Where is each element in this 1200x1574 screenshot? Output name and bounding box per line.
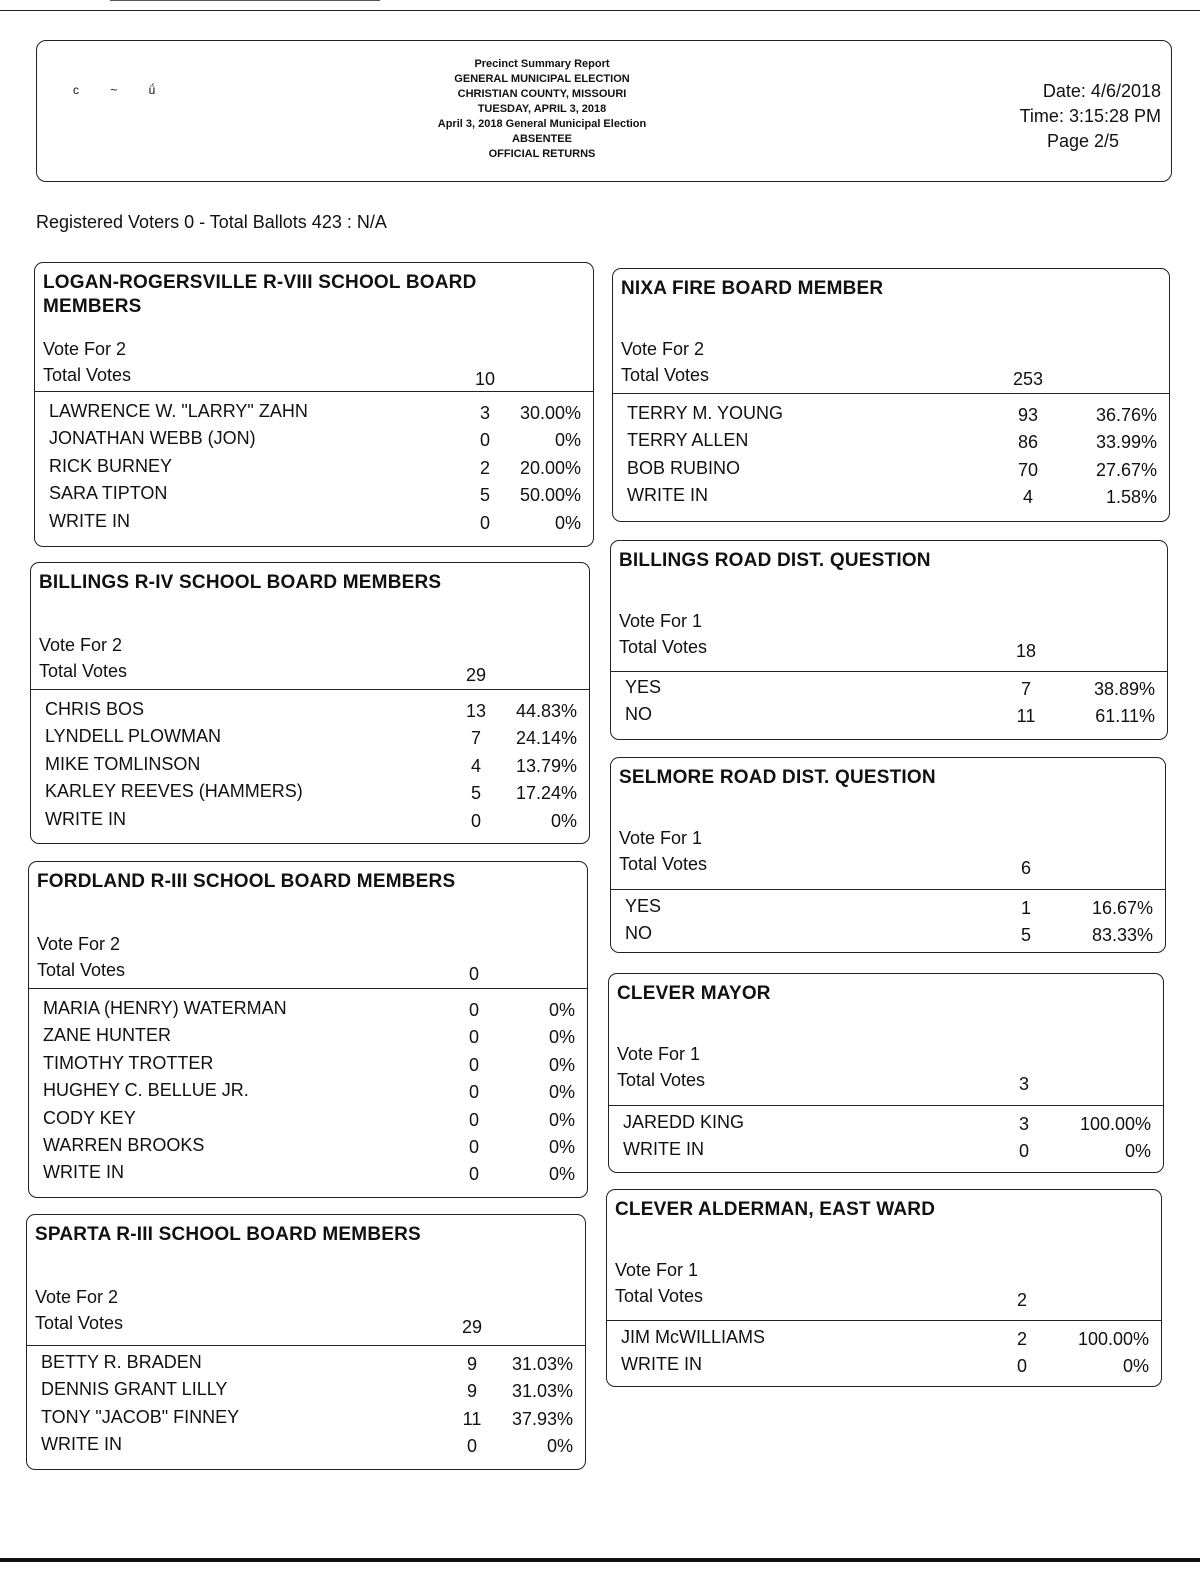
candidate-row bbox=[31, 754, 589, 781]
race-box-fordland-r-iii bbox=[28, 861, 588, 1198]
candidate-percent: 0% bbox=[550, 810, 577, 831]
bottom-rule bbox=[0, 1558, 1200, 1562]
candidate-name: WRITE IN bbox=[43, 1162, 124, 1183]
election-description: April 3, 2018 General Municipal Election bbox=[437, 118, 647, 130]
candidate-row bbox=[27, 1434, 585, 1461]
candidate-votes: 13 bbox=[465, 701, 487, 721]
vote-for-label: Vote For 2 bbox=[43, 339, 127, 359]
registered-voters-line: Registered Voters 0 - Total Ballots 423 : N/A bbox=[36, 212, 387, 232]
candidate-row bbox=[31, 726, 589, 753]
race-box-selmore-road bbox=[610, 757, 1166, 953]
report-date: Date: 4/6/2018 bbox=[1042, 81, 1161, 101]
total-votes-value: 3 bbox=[1018, 1074, 1029, 1094]
candidate-percent: 0% bbox=[548, 1109, 575, 1130]
candidate-votes: 0 bbox=[468, 1164, 479, 1185]
candidate-votes: 0 bbox=[468, 1000, 479, 1020]
header-marks: c ~ ǘ bbox=[73, 83, 170, 97]
candidate-name: WRITE IN bbox=[45, 808, 126, 829]
race-box-clever-alderman bbox=[606, 1189, 1162, 1387]
candidate-name: TERRY M. YOUNG bbox=[627, 403, 784, 423]
race-title: CLEVER ALDERMAN, EAST WARD bbox=[615, 1199, 936, 1220]
candidate-percent: 38.89% bbox=[1093, 679, 1155, 699]
candidate-percent: 0% bbox=[554, 430, 581, 451]
candidate-percent: 0% bbox=[548, 1000, 575, 1020]
top-rule bbox=[0, 10, 1200, 11]
total-votes-value: 29 bbox=[461, 1317, 483, 1337]
total-votes-value: 10 bbox=[474, 369, 496, 389]
candidate-name: YES bbox=[625, 896, 662, 916]
candidate-votes: 70 bbox=[1017, 459, 1039, 480]
report-header bbox=[36, 40, 1172, 182]
report-title-block bbox=[377, 57, 707, 162]
candidate-name: TERRY ALLEN bbox=[627, 430, 749, 451]
candidate-name: JIM McWILLIAMS bbox=[621, 1327, 766, 1347]
candidate-votes: 0 bbox=[468, 1054, 479, 1075]
header-separator bbox=[27, 1345, 585, 1346]
report-title: Precinct Summary Report bbox=[474, 58, 610, 70]
candidate-votes: 0 bbox=[466, 1436, 477, 1457]
candidate-percent: 0% bbox=[1124, 1141, 1151, 1162]
candidate-votes: 2 bbox=[479, 457, 490, 478]
candidate-votes: 0 bbox=[468, 1027, 479, 1048]
candidate-percent: 27.67% bbox=[1095, 459, 1157, 480]
race-title: SELMORE ROAD DIST. QUESTION bbox=[619, 767, 936, 788]
header-separator bbox=[609, 1105, 1163, 1106]
page-number: Page 2/5 bbox=[1046, 131, 1119, 151]
candidate-row bbox=[35, 483, 593, 510]
candidate-percent: 0% bbox=[546, 1436, 573, 1457]
total-votes-label: Total Votes bbox=[615, 1286, 704, 1306]
election-name: GENERAL MUNICIPAL ELECTION bbox=[454, 73, 630, 85]
vote-for-label: Vote For 2 bbox=[621, 339, 705, 359]
total-votes-label: Total Votes bbox=[35, 1313, 124, 1333]
candidate-row bbox=[31, 809, 589, 836]
candidate-votes: 0 bbox=[468, 1082, 479, 1103]
vote-for-label: Vote For 2 bbox=[35, 1287, 119, 1307]
header-separator bbox=[31, 689, 589, 690]
candidate-votes: 3 bbox=[479, 403, 490, 423]
candidate-votes: 93 bbox=[1017, 405, 1039, 425]
candidate-percent: 0% bbox=[548, 1054, 575, 1075]
header-separator bbox=[611, 671, 1167, 672]
race-title: BILLINGS R-IV SCHOOL BOARD MEMBERS bbox=[39, 572, 442, 593]
candidate-row bbox=[607, 1354, 1161, 1381]
candidate-name: TIMOTHY TROTTER bbox=[43, 1052, 214, 1073]
candidate-name: WRITE IN bbox=[623, 1139, 704, 1160]
candidate-row bbox=[611, 923, 1165, 950]
race-title: BILLINGS ROAD DIST. QUESTION bbox=[619, 550, 931, 571]
candidate-percent: 0% bbox=[1122, 1356, 1149, 1377]
vote-for-label: Vote For 1 bbox=[615, 1260, 699, 1280]
candidate-row bbox=[613, 430, 1169, 457]
candidate-row bbox=[31, 699, 589, 726]
candidate-name: BETTY R. BRADEN bbox=[41, 1352, 202, 1372]
candidate-percent: 20.00% bbox=[519, 457, 581, 478]
candidate-percent: 0% bbox=[548, 1137, 575, 1157]
candidate-row bbox=[31, 781, 589, 808]
race-title: SPARTA R-III SCHOOL BOARD MEMBERS bbox=[35, 1224, 421, 1245]
race-box-clever-mayor bbox=[608, 973, 1164, 1173]
total-votes-value: 18 bbox=[1015, 641, 1037, 661]
report-meta bbox=[1020, 79, 1161, 154]
candidate-name: MIKE TOMLINSON bbox=[45, 753, 201, 774]
candidate-percent: 1.58% bbox=[1105, 487, 1157, 508]
candidate-votes: 0 bbox=[468, 1137, 479, 1157]
header-separator bbox=[29, 988, 587, 989]
candidate-name: WRITE IN bbox=[41, 1434, 122, 1455]
candidate-name: TONY "JACOB" FINNEY bbox=[41, 1406, 240, 1427]
total-votes-label: Total Votes bbox=[37, 960, 126, 980]
total-votes-value: 253 bbox=[1012, 369, 1044, 389]
total-votes-label: Total Votes bbox=[39, 661, 128, 681]
vote-for-label: Vote For 2 bbox=[37, 934, 121, 954]
candidate-percent: 30.00% bbox=[519, 403, 581, 423]
race-box-billings-r-iv bbox=[30, 562, 590, 844]
candidate-votes: 2 bbox=[1016, 1329, 1027, 1349]
candidate-row bbox=[29, 998, 587, 1025]
candidate-name: KARLEY REEVES (HAMMERS) bbox=[45, 781, 303, 802]
candidate-percent: 0% bbox=[548, 1027, 575, 1048]
candidate-name: CHRIS BOS bbox=[45, 699, 145, 719]
race-title: LOGAN-ROGERSVILLE R-VIII SCHOOL BOARD MEMBERS bbox=[43, 272, 477, 317]
candidate-votes: 1 bbox=[1020, 898, 1031, 918]
vote-for-label: Vote For 1 bbox=[619, 611, 703, 631]
candidate-row bbox=[35, 401, 593, 428]
returns-status: OFFICIAL RETURNS bbox=[488, 148, 596, 160]
candidate-row bbox=[607, 1327, 1161, 1354]
candidate-votes: 9 bbox=[466, 1381, 477, 1402]
candidate-row bbox=[29, 1162, 587, 1189]
header-separator bbox=[611, 889, 1165, 890]
candidate-percent: 17.24% bbox=[515, 783, 577, 804]
candidate-percent: 44.83% bbox=[515, 701, 577, 721]
candidate-name: SARA TIPTON bbox=[49, 483, 168, 504]
candidate-percent: 0% bbox=[554, 512, 581, 533]
candidate-votes: 0 bbox=[468, 1109, 479, 1130]
candidate-percent: 31.03% bbox=[511, 1354, 573, 1374]
candidate-row bbox=[609, 1139, 1163, 1166]
top-edge-mark bbox=[110, 0, 380, 3]
total-votes-value: 6 bbox=[1020, 858, 1031, 878]
candidate-votes: 4 bbox=[1022, 487, 1033, 508]
total-votes-label: Total Votes bbox=[619, 637, 708, 657]
candidate-percent: 0% bbox=[548, 1164, 575, 1185]
candidate-percent: 16.67% bbox=[1091, 898, 1153, 918]
candidate-row bbox=[29, 1080, 587, 1107]
vote-for-label: Vote For 1 bbox=[619, 828, 703, 848]
header-separator bbox=[613, 393, 1169, 394]
candidate-row bbox=[613, 403, 1169, 430]
candidate-name: WRITE IN bbox=[627, 485, 708, 506]
candidate-percent: 24.14% bbox=[515, 728, 577, 749]
candidate-row bbox=[613, 485, 1169, 512]
vote-for-label: Vote For 1 bbox=[617, 1044, 701, 1064]
candidate-name: RICK BURNEY bbox=[49, 455, 173, 476]
candidate-name: YES bbox=[625, 677, 662, 697]
candidate-percent: 37.93% bbox=[511, 1408, 573, 1429]
candidate-percent: 36.76% bbox=[1095, 405, 1157, 425]
race-box-sparta-r-iii bbox=[26, 1214, 586, 1470]
candidate-percent: 50.00% bbox=[519, 485, 581, 506]
candidate-votes: 0 bbox=[479, 512, 490, 533]
candidate-votes: 7 bbox=[1020, 679, 1031, 699]
total-votes-value: 2 bbox=[1016, 1290, 1027, 1310]
candidate-name: JAREDD KING bbox=[623, 1112, 745, 1132]
candidate-name: CODY KEY bbox=[43, 1107, 136, 1128]
county-name: CHRISTIAN COUNTY, MISSOURI bbox=[457, 88, 627, 100]
candidate-row bbox=[35, 428, 593, 455]
candidate-name: ZANE HUNTER bbox=[43, 1025, 172, 1046]
race-title: NIXA FIRE BOARD MEMBER bbox=[621, 278, 884, 299]
race-box-logan-rogersville bbox=[34, 262, 594, 547]
candidate-percent: 13.79% bbox=[515, 755, 577, 776]
candidate-votes: 0 bbox=[479, 430, 490, 451]
candidate-name: LYNDELL PLOWMAN bbox=[45, 726, 222, 747]
total-votes-label: Total Votes bbox=[617, 1070, 706, 1090]
candidate-votes: 0 bbox=[470, 810, 481, 831]
candidate-row bbox=[613, 458, 1169, 485]
report-time: Time: 3:15:28 PM bbox=[1019, 106, 1161, 126]
candidate-votes: 7 bbox=[470, 728, 481, 749]
candidate-row bbox=[611, 677, 1167, 704]
candidate-row bbox=[35, 456, 593, 483]
candidate-row bbox=[27, 1407, 585, 1434]
candidate-name: NO bbox=[625, 923, 652, 944]
candidate-row bbox=[29, 1053, 587, 1080]
race-box-billings-road bbox=[610, 540, 1168, 740]
candidate-name: DENNIS GRANT LILLY bbox=[41, 1379, 228, 1400]
candidate-percent: 100.00% bbox=[1079, 1114, 1151, 1134]
candidate-percent: 83.33% bbox=[1091, 925, 1153, 946]
total-votes-value: 29 bbox=[465, 665, 487, 685]
total-votes-label: Total Votes bbox=[43, 365, 132, 385]
candidate-name: HUGHEY C. BELLUE JR. bbox=[43, 1080, 249, 1101]
header-separator bbox=[607, 1320, 1161, 1321]
candidate-votes: 0 bbox=[1018, 1141, 1029, 1162]
candidate-votes: 11 bbox=[462, 1408, 482, 1429]
candidate-name: NO bbox=[625, 704, 652, 725]
candidate-row bbox=[35, 511, 593, 538]
candidate-votes: 0 bbox=[1016, 1356, 1027, 1377]
precinct-name: ABSENTEE bbox=[512, 133, 572, 145]
candidate-row bbox=[29, 1025, 587, 1052]
candidate-percent: 100.00% bbox=[1077, 1329, 1149, 1349]
candidate-percent: 31.03% bbox=[511, 1381, 573, 1402]
candidate-votes: 9 bbox=[466, 1354, 477, 1374]
candidate-votes: 5 bbox=[479, 485, 490, 506]
candidate-row bbox=[29, 1108, 587, 1135]
candidate-row bbox=[611, 704, 1167, 731]
candidate-name: WRITE IN bbox=[49, 510, 130, 531]
candidate-name: WARREN BROOKS bbox=[43, 1135, 205, 1155]
vote-for-label: Vote For 2 bbox=[39, 635, 123, 655]
header-separator bbox=[35, 391, 593, 392]
candidate-votes: 5 bbox=[470, 783, 481, 804]
candidate-percent: 0% bbox=[548, 1082, 575, 1103]
candidate-name: LAWRENCE W. "LARRY" ZAHN bbox=[49, 401, 308, 421]
total-votes-label: Total Votes bbox=[619, 854, 708, 874]
candidate-name: BOB RUBINO bbox=[627, 457, 741, 478]
candidate-votes: 3 bbox=[1018, 1114, 1029, 1134]
race-title: CLEVER MAYOR bbox=[617, 983, 771, 1004]
candidate-votes: 11 bbox=[1016, 706, 1036, 727]
candidate-row bbox=[27, 1352, 585, 1379]
total-votes-value: 0 bbox=[468, 964, 479, 984]
candidate-row bbox=[609, 1112, 1163, 1139]
candidate-percent: 33.99% bbox=[1095, 432, 1157, 453]
candidate-row bbox=[29, 1135, 587, 1162]
race-box-nixa-fire bbox=[612, 268, 1170, 522]
candidate-row bbox=[611, 896, 1165, 923]
election-date: TUESDAY, APRIL 3, 2018 bbox=[477, 103, 607, 115]
candidate-row bbox=[27, 1379, 585, 1406]
candidate-name: WRITE IN bbox=[621, 1354, 702, 1375]
race-title: FORDLAND R-III SCHOOL BOARD MEMBERS bbox=[37, 871, 456, 892]
total-votes-label: Total Votes bbox=[621, 365, 710, 385]
candidate-name: JONATHAN WEBB (JON) bbox=[49, 428, 256, 449]
candidate-name: MARIA (HENRY) WATERMAN bbox=[43, 998, 287, 1018]
candidate-percent: 61.11% bbox=[1095, 706, 1155, 727]
candidate-votes: 4 bbox=[470, 755, 481, 776]
candidate-votes: 5 bbox=[1020, 925, 1031, 946]
candidate-votes: 86 bbox=[1017, 432, 1039, 453]
